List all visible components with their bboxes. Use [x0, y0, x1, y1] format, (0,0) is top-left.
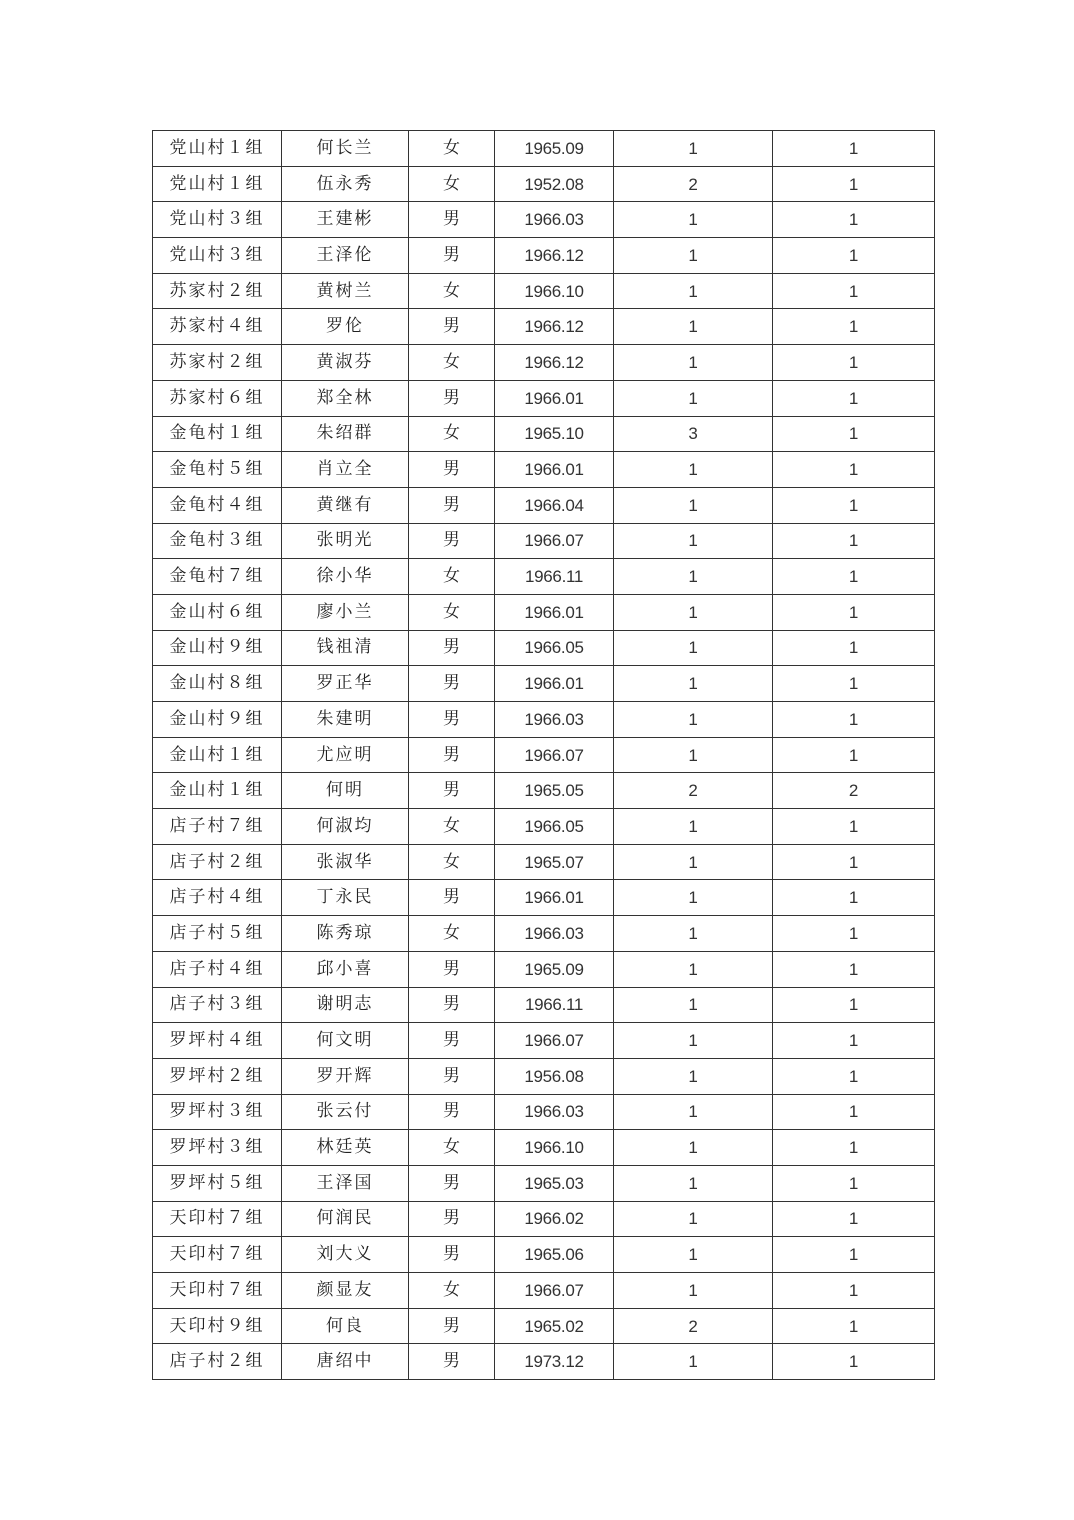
cell-date: 1966.04 [495, 487, 614, 523]
cell-count-2: 1 [773, 1094, 935, 1130]
cell-count-1: 1 [614, 523, 773, 559]
cell-count-2: 1 [773, 273, 935, 309]
table-row [153, 1308, 935, 1344]
cell-date: 1966.10 [495, 273, 614, 309]
cell-name: 何长兰 [282, 131, 409, 167]
table-row [153, 416, 935, 452]
cell-gender: 男 [409, 487, 495, 523]
cell-village: 店子村４组 [153, 951, 282, 987]
table-row [153, 1273, 935, 1309]
cell-count-2: 1 [773, 345, 935, 381]
cell-count-2: 1 [773, 880, 935, 916]
cell-count-2: 1 [773, 416, 935, 452]
cell-village: 苏家村２组 [153, 345, 282, 381]
cell-count-1: 3 [614, 416, 773, 452]
cell-count-1: 1 [614, 702, 773, 738]
cell-date: 1966.07 [495, 1023, 614, 1059]
cell-gender: 男 [409, 523, 495, 559]
cell-gender: 女 [409, 809, 495, 845]
table-row [153, 702, 935, 738]
table-row [153, 1201, 935, 1237]
cell-village: 金龟村７组 [153, 559, 282, 595]
cell-name: 廖小兰 [282, 594, 409, 630]
table-row [153, 380, 935, 416]
cell-village: 天印村７组 [153, 1201, 282, 1237]
cell-count-2: 1 [773, 1165, 935, 1201]
table-row [153, 1237, 935, 1273]
cell-name: 尤应明 [282, 737, 409, 773]
table-row [153, 951, 935, 987]
cell-gender: 女 [409, 416, 495, 452]
cell-village: 天印村９组 [153, 1308, 282, 1344]
cell-gender: 男 [409, 1023, 495, 1059]
cell-village: 店子村２组 [153, 844, 282, 880]
cell-date: 1966.01 [495, 380, 614, 416]
table-row [153, 916, 935, 952]
cell-date: 1966.05 [495, 809, 614, 845]
cell-name: 王泽伦 [282, 238, 409, 274]
cell-date: 1966.03 [495, 1094, 614, 1130]
cell-name: 郑全林 [282, 380, 409, 416]
cell-count-1: 1 [614, 809, 773, 845]
cell-gender: 女 [409, 166, 495, 202]
cell-name: 朱建明 [282, 702, 409, 738]
table-row [153, 1344, 935, 1380]
table-row [153, 809, 935, 845]
roster-table-body [153, 131, 935, 1380]
roster-table [152, 130, 935, 1380]
cell-count-1: 1 [614, 345, 773, 381]
cell-name: 朱绍群 [282, 416, 409, 452]
table-row [153, 1023, 935, 1059]
cell-date: 1966.12 [495, 309, 614, 345]
cell-date: 1966.03 [495, 702, 614, 738]
cell-date: 1966.12 [495, 345, 614, 381]
cell-count-1: 1 [614, 131, 773, 167]
cell-gender: 女 [409, 1273, 495, 1309]
cell-date: 1966.11 [495, 559, 614, 595]
cell-count-2: 1 [773, 487, 935, 523]
cell-gender: 男 [409, 987, 495, 1023]
cell-count-2: 1 [773, 809, 935, 845]
cell-count-1: 1 [614, 1058, 773, 1094]
cell-name: 肖立全 [282, 452, 409, 488]
cell-count-1: 1 [614, 1023, 773, 1059]
cell-count-2: 1 [773, 523, 935, 559]
cell-village: 店子村２组 [153, 1344, 282, 1380]
cell-name: 陈秀琼 [282, 916, 409, 952]
cell-count-2: 1 [773, 1344, 935, 1380]
cell-name: 何文明 [282, 1023, 409, 1059]
cell-date: 1966.11 [495, 987, 614, 1023]
cell-gender: 男 [409, 630, 495, 666]
cell-count-1: 1 [614, 880, 773, 916]
cell-name: 黄继有 [282, 487, 409, 523]
cell-village: 金龟村５组 [153, 452, 282, 488]
cell-count-2: 1 [773, 1273, 935, 1309]
cell-date: 1966.03 [495, 916, 614, 952]
cell-village: 罗坪村４组 [153, 1023, 282, 1059]
cell-count-2: 1 [773, 630, 935, 666]
cell-village: 天印村７组 [153, 1273, 282, 1309]
cell-count-1: 1 [614, 559, 773, 595]
cell-count-2: 1 [773, 309, 935, 345]
cell-gender: 男 [409, 309, 495, 345]
cell-count-2: 1 [773, 951, 935, 987]
cell-date: 1966.05 [495, 630, 614, 666]
table-row [153, 1165, 935, 1201]
cell-count-2: 1 [773, 594, 935, 630]
cell-name: 刘大义 [282, 1237, 409, 1273]
cell-gender: 男 [409, 1344, 495, 1380]
cell-village: 党山村１组 [153, 131, 282, 167]
cell-gender: 女 [409, 594, 495, 630]
table-row [153, 844, 935, 880]
table-row [153, 880, 935, 916]
cell-village: 金山村９组 [153, 630, 282, 666]
cell-date: 1966.01 [495, 880, 614, 916]
cell-date: 1965.07 [495, 844, 614, 880]
cell-date: 1966.07 [495, 1273, 614, 1309]
cell-count-2: 1 [773, 1130, 935, 1166]
cell-count-1: 1 [614, 309, 773, 345]
cell-village: 店子村７组 [153, 809, 282, 845]
cell-count-2: 1 [773, 131, 935, 167]
cell-name: 张淑华 [282, 844, 409, 880]
cell-village: 金山村６组 [153, 594, 282, 630]
cell-count-1: 1 [614, 452, 773, 488]
cell-village: 罗坪村３组 [153, 1130, 282, 1166]
cell-name: 罗伦 [282, 309, 409, 345]
cell-gender: 男 [409, 452, 495, 488]
table-row [153, 238, 935, 274]
cell-name: 丁永民 [282, 880, 409, 916]
cell-count-2: 1 [773, 238, 935, 274]
cell-village: 店子村３组 [153, 987, 282, 1023]
cell-gender: 女 [409, 916, 495, 952]
cell-count-1: 1 [614, 844, 773, 880]
cell-count-2: 1 [773, 666, 935, 702]
cell-count-1: 1 [614, 1237, 773, 1273]
cell-count-2: 1 [773, 452, 935, 488]
table-row [153, 1130, 935, 1166]
cell-date: 1965.03 [495, 1165, 614, 1201]
cell-count-2: 2 [773, 773, 935, 809]
cell-name: 邱小喜 [282, 951, 409, 987]
cell-name: 罗正华 [282, 666, 409, 702]
cell-village: 罗坪村２组 [153, 1058, 282, 1094]
cell-gender: 女 [409, 559, 495, 595]
cell-name: 颜显友 [282, 1273, 409, 1309]
cell-village: 苏家村４组 [153, 309, 282, 345]
cell-date: 1952.08 [495, 166, 614, 202]
cell-name: 罗开辉 [282, 1058, 409, 1094]
cell-gender: 男 [409, 1094, 495, 1130]
cell-count-1: 2 [614, 166, 773, 202]
cell-village: 金山村１组 [153, 773, 282, 809]
cell-gender: 女 [409, 131, 495, 167]
cell-village: 金龟村１组 [153, 416, 282, 452]
cell-date: 1966.01 [495, 594, 614, 630]
cell-count-1: 1 [614, 737, 773, 773]
cell-count-1: 1 [614, 1165, 773, 1201]
cell-gender: 男 [409, 737, 495, 773]
cell-name: 王泽国 [282, 1165, 409, 1201]
cell-village: 苏家村６组 [153, 380, 282, 416]
cell-name: 林廷英 [282, 1130, 409, 1166]
cell-gender: 男 [409, 380, 495, 416]
cell-gender: 女 [409, 345, 495, 381]
cell-count-1: 1 [614, 630, 773, 666]
cell-village: 罗坪村５组 [153, 1165, 282, 1201]
cell-date: 1966.01 [495, 452, 614, 488]
table-row [153, 487, 935, 523]
cell-count-1: 1 [614, 666, 773, 702]
cell-name: 徐小华 [282, 559, 409, 595]
cell-date: 1965.06 [495, 1237, 614, 1273]
cell-date: 1965.09 [495, 131, 614, 167]
cell-count-2: 1 [773, 737, 935, 773]
table-row [153, 594, 935, 630]
cell-name: 钱祖清 [282, 630, 409, 666]
table-row [153, 666, 935, 702]
cell-date: 1966.03 [495, 202, 614, 238]
cell-count-1: 1 [614, 1094, 773, 1130]
cell-count-2: 1 [773, 702, 935, 738]
table-row [153, 131, 935, 167]
cell-name: 王建彬 [282, 202, 409, 238]
cell-name: 伍永秀 [282, 166, 409, 202]
cell-count-2: 1 [773, 844, 935, 880]
cell-village: 党山村１组 [153, 166, 282, 202]
table-row [153, 559, 935, 595]
table-row [153, 202, 935, 238]
table-row [153, 309, 935, 345]
cell-count-1: 1 [614, 1344, 773, 1380]
cell-name: 何明 [282, 773, 409, 809]
cell-date: 1966.10 [495, 1130, 614, 1166]
table-row [153, 345, 935, 381]
cell-count-1: 1 [614, 1273, 773, 1309]
cell-village: 金山村８组 [153, 666, 282, 702]
cell-count-1: 2 [614, 773, 773, 809]
cell-count-1: 1 [614, 487, 773, 523]
cell-date: 1965.05 [495, 773, 614, 809]
table-row [153, 630, 935, 666]
cell-name: 张明光 [282, 523, 409, 559]
cell-date: 1965.10 [495, 416, 614, 452]
cell-date: 1973.12 [495, 1344, 614, 1380]
cell-village: 店子村５组 [153, 916, 282, 952]
cell-date: 1965.09 [495, 951, 614, 987]
cell-village: 党山村３组 [153, 238, 282, 274]
cell-name: 何良 [282, 1308, 409, 1344]
cell-count-1: 1 [614, 951, 773, 987]
cell-count-2: 1 [773, 559, 935, 595]
table-row [153, 987, 935, 1023]
cell-gender: 男 [409, 666, 495, 702]
cell-village: 金龟村４组 [153, 487, 282, 523]
cell-name: 唐绍中 [282, 1344, 409, 1380]
cell-village: 苏家村２组 [153, 273, 282, 309]
table-row [153, 523, 935, 559]
cell-count-2: 1 [773, 1201, 935, 1237]
cell-name: 谢明志 [282, 987, 409, 1023]
cell-date: 1966.02 [495, 1201, 614, 1237]
cell-gender: 男 [409, 202, 495, 238]
cell-count-1: 1 [614, 273, 773, 309]
cell-count-2: 1 [773, 380, 935, 416]
cell-date: 1966.01 [495, 666, 614, 702]
cell-village: 天印村７组 [153, 1237, 282, 1273]
cell-village: 店子村４组 [153, 880, 282, 916]
cell-gender: 男 [409, 1058, 495, 1094]
cell-name: 何淑均 [282, 809, 409, 845]
cell-gender: 女 [409, 844, 495, 880]
cell-gender: 男 [409, 1165, 495, 1201]
cell-count-1: 1 [614, 238, 773, 274]
cell-count-1: 1 [614, 594, 773, 630]
cell-count-2: 1 [773, 916, 935, 952]
cell-date: 1956.08 [495, 1058, 614, 1094]
cell-gender: 男 [409, 773, 495, 809]
cell-date: 1966.12 [495, 238, 614, 274]
cell-gender: 男 [409, 238, 495, 274]
cell-count-2: 1 [773, 1237, 935, 1273]
cell-name: 张云付 [282, 1094, 409, 1130]
cell-count-2: 1 [773, 166, 935, 202]
cell-date: 1966.07 [495, 523, 614, 559]
table-row [153, 773, 935, 809]
cell-gender: 男 [409, 1308, 495, 1344]
cell-count-2: 1 [773, 1058, 935, 1094]
cell-date: 1965.02 [495, 1308, 614, 1344]
cell-count-1: 1 [614, 1201, 773, 1237]
cell-count-2: 1 [773, 987, 935, 1023]
cell-village: 罗坪村３组 [153, 1094, 282, 1130]
cell-count-1: 1 [614, 987, 773, 1023]
cell-gender: 男 [409, 880, 495, 916]
table-row [153, 1058, 935, 1094]
table-row [153, 1094, 935, 1130]
cell-village: 金龟村３组 [153, 523, 282, 559]
cell-village: 党山村３组 [153, 202, 282, 238]
cell-count-2: 1 [773, 1023, 935, 1059]
cell-name: 黄淑芬 [282, 345, 409, 381]
cell-name: 黄树兰 [282, 273, 409, 309]
cell-count-2: 1 [773, 1308, 935, 1344]
table-row [153, 452, 935, 488]
cell-date: 1966.07 [495, 737, 614, 773]
cell-gender: 女 [409, 273, 495, 309]
cell-gender: 男 [409, 1237, 495, 1273]
cell-gender: 男 [409, 702, 495, 738]
table-row [153, 166, 935, 202]
table-row [153, 273, 935, 309]
cell-count-2: 1 [773, 202, 935, 238]
cell-count-1: 1 [614, 380, 773, 416]
cell-count-1: 1 [614, 1130, 773, 1166]
cell-count-1: 1 [614, 916, 773, 952]
table-row [153, 737, 935, 773]
cell-count-1: 1 [614, 202, 773, 238]
cell-village: 金山村９组 [153, 702, 282, 738]
cell-gender: 女 [409, 1130, 495, 1166]
cell-gender: 男 [409, 1201, 495, 1237]
cell-count-1: 2 [614, 1308, 773, 1344]
cell-village: 金山村１组 [153, 737, 282, 773]
cell-name: 何润民 [282, 1201, 409, 1237]
cell-gender: 男 [409, 951, 495, 987]
